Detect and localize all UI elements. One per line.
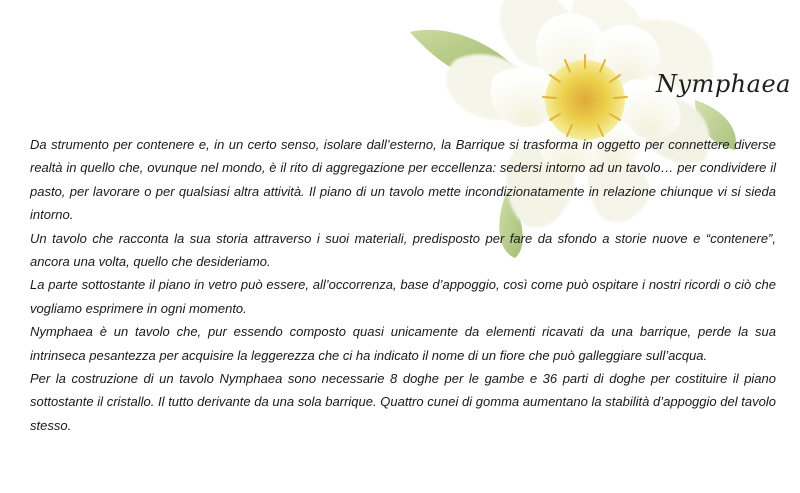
paragraph: Nymphaea è un tavolo che, pur essendo composto quasi unicamente da elementi ricavati da una barrique, perde la sua intrinseca pesantezza per acquisire la leggerezza che ci ha indicato il nome di un fiore che può galleggiare sull’acqua. [30,324,776,363]
paragraph: Per la costruzione di un tavolo Nymphaea sono necessarie 8 doghe per le gambe e 36 parti di doghe per costituire il piano sottostante il cristallo. Il tutto derivante da una sola barrique. Quattro cunei di gomma aumentano la stabilità d’appoggio del tavolo stesso. [30,371,776,433]
flower-center [545,60,625,140]
description-text [30,133,776,437]
paragraph: Un tavolo che racconta la sua storia attraverso i suoi materiali, predisposto per fare da sfondo a storie nuove e “contenere”, ancora una volta, quello che desideriamo. [30,230,776,270]
paragraph: Da strumento per contenere e, in un certo senso, isolare dall’esterno, la Barrique si trasforma in oggetto per connettere diverse realtà in quello che, ovunque nel mondo, è il rito di aggregazione per eccellenza: sedersi intorno ad un tavolo… per condividere il pasto, per lavorare o per qualsiasi altra attività. Il piano di un tavolo mette incondizionatamente in relazione chiunque vi si sieda intorno. [30,137,776,223]
page-title: Nymphaea [656,70,791,98]
paragraph: La parte sottostante il piano in vetro può essere, all’occorrenza, base d’appoggio, così come può ospitare i nostri ricordi o ciò che vogliamo esprimere in ogni momento. [30,277,776,316]
